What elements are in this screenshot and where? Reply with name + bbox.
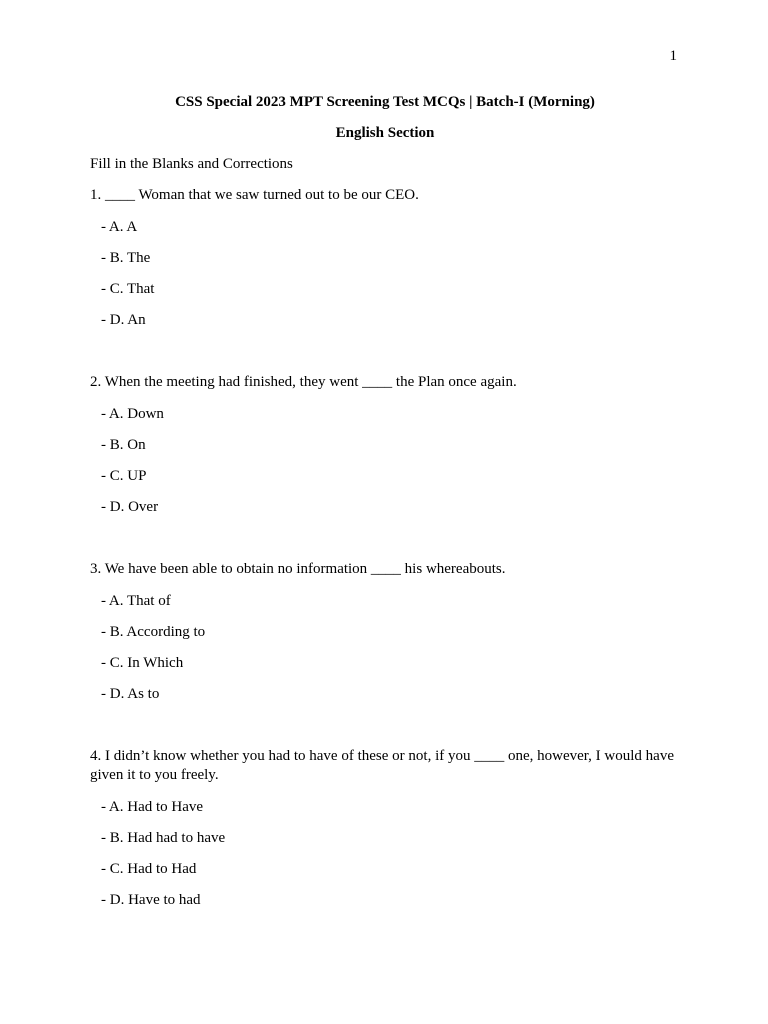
question-text: 1. ____ Woman that we saw turned out to be our CEO. (90, 187, 419, 203)
document-content (90, 93, 680, 922)
option-c: - C. UP (101, 468, 147, 484)
question-block (90, 373, 680, 517)
option-d: - D. An (101, 312, 146, 328)
option-a: - A. Had to Have (101, 799, 204, 815)
question-block (90, 186, 680, 330)
option-b: - B. Had had to have (101, 830, 226, 846)
spacer (90, 716, 680, 747)
option-c: - C. That (101, 281, 155, 297)
option-b: - B. The (101, 250, 151, 266)
option-a: - A. Down (101, 406, 164, 422)
document-title: CSS Special 2023 MPT Screening Test MCQs | Batch-I (Morning) (175, 94, 595, 110)
option-d: - D. Over (101, 499, 159, 515)
option-c: - C. In Which (101, 655, 184, 671)
section-intro: Fill in the Blanks and Corrections (90, 156, 293, 172)
page-number: 1 (669, 48, 677, 64)
option-c: - C. Had to Had (101, 861, 197, 877)
question-block (90, 560, 680, 704)
option-b: - B. According to (101, 624, 206, 640)
spacer (90, 342, 680, 373)
question-text: 2. When the meeting had finished, they went ____ the Plan once again. (90, 374, 517, 390)
question-text: 3. We have been able to obtain no information ____ his whereabouts. (90, 561, 506, 577)
option-b: - B. On (101, 437, 146, 453)
option-d: - D. Have to had (101, 892, 201, 908)
question-block (90, 747, 680, 910)
option-a: - A. A (101, 219, 138, 235)
section-heading: English Section (335, 125, 435, 141)
option-a: - A. That of (101, 593, 171, 609)
question-text: 4. I didn’t know whether you had to have of these or not, if you ____ one, however, I would have given it to you freely. (90, 748, 674, 783)
spacer (90, 529, 680, 560)
option-d: - D. As to (101, 686, 160, 702)
